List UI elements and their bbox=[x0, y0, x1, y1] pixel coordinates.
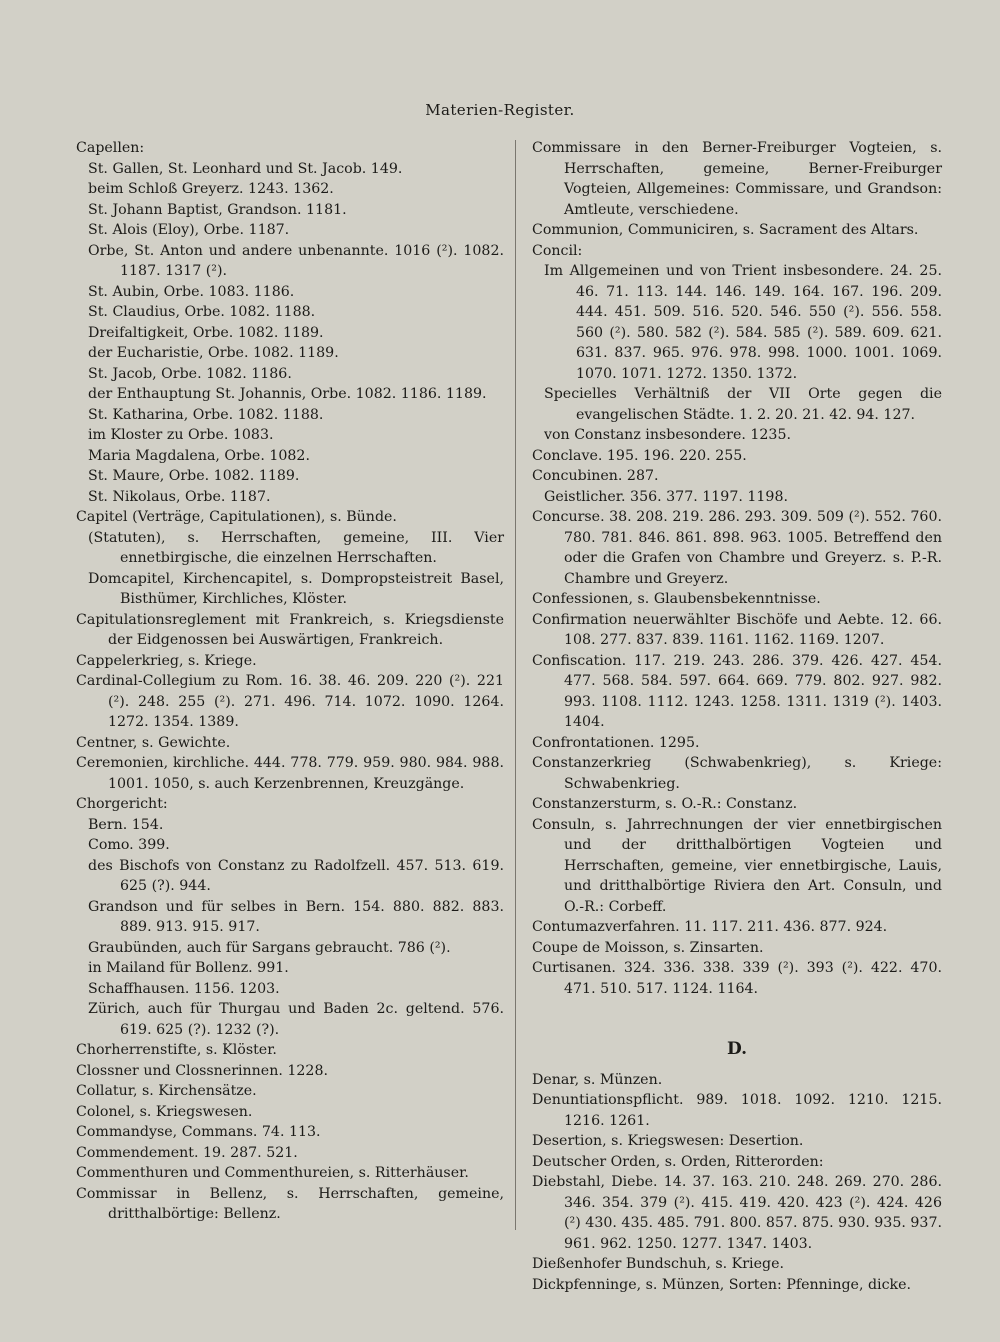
index-entry: Confirmation neuerwählter Bischöfe und Aebte. 12. 66. 108. 277. 837. 839. 1161. 1162. 1169. 1207. bbox=[532, 611, 942, 648]
index-subentry: St. Gallen, St. Leonhard und St. Jacob. 149. bbox=[88, 160, 403, 177]
index-entry: Constanzersturm, s. O.-R.: Constanz. bbox=[532, 796, 798, 812]
index-entry: Desertion, s. Kriegswesen: Desertion. bbox=[532, 1133, 804, 1149]
index-entry: Coupe de Moisson, s. Zinsarten. bbox=[532, 939, 764, 956]
running-head: Materien-Register. bbox=[425, 101, 575, 119]
column-divider bbox=[515, 140, 516, 1230]
index-entry: Colonel, s. Kriegswesen. bbox=[76, 1103, 253, 1120]
index-subentry: Geistlicher. 356. 377. 1197. 1198. bbox=[544, 488, 788, 505]
index-subentry: St. Jacob, Orbe. 1082. 1186. bbox=[88, 365, 292, 382]
index-entry: Commissar in Bellenz, s. Herrschaften, gemeine, dritthalbörtige: Bellenz. bbox=[76, 1185, 504, 1222]
index-entry: Confessionen, s. Glaubensbekenntnisse. bbox=[532, 591, 821, 607]
index-subentry: St. Claudius, Orbe. 1082. 1188. bbox=[88, 304, 316, 320]
index-subentry: Zürich, auch für Thurgau und Baden 2c. geltend. 576. 619. 625 (?). 1232 (?). bbox=[88, 1001, 504, 1038]
left-column bbox=[76, 138, 504, 1225]
index-entry: Cardinal-Collegium zu Rom. 16. 38. 46. 209. 220 (²). 221 (²). 248. 255 (²). 271. 496. 714. 1072. 1090. 1264. 1272. 1354. 1389. bbox=[76, 673, 504, 730]
index-subentry: St. Alois (Eloy), Orbe. 1187. bbox=[88, 222, 290, 238]
index-subentry: beim Schloß Greyerz. 1243. 1362. bbox=[88, 181, 334, 197]
index-entry: Curtisanen. 324. 336. 338. 339 (²). 393 (²). 422. 470. 471. 510. 517. 1124. 1164. bbox=[532, 960, 942, 997]
index-subentry: in Mailand für Bollenz. 991. bbox=[88, 960, 289, 976]
index-entry: Denar, s. Münzen. bbox=[532, 1071, 663, 1088]
index-entry: Centner, s. Gewichte. bbox=[76, 734, 231, 751]
index-entry: Capitulationsreglement mit Frankreich, s. Kriegsdienste der Eidgenossen bei Auswärtigen, Frankreich. bbox=[76, 611, 504, 648]
index-entry: Commendement. 19. 287. 521. bbox=[76, 1144, 298, 1161]
index-entry: Confiscation. 117. 219. 243. 286. 379. 426. 427. 454. 477. 568. 584. 597. 664. 669. 779. 802. 927. 982. 993. 1108. 1112. 1243. 1258. 1311. 1319 (²). 1403. 1404. bbox=[532, 652, 942, 730]
index-entry: Constanzerkrieg (Schwabenkrieg), s. Kriege: Schwabenkrieg. bbox=[532, 755, 942, 792]
left-entry-list bbox=[76, 138, 504, 1225]
index-subentry: St. Aubin, Orbe. 1083. 1186. bbox=[88, 283, 295, 300]
index-entry: Chorgericht: bbox=[76, 796, 168, 812]
index-entry: Chorherrenstifte, s. Klöster. bbox=[76, 1042, 277, 1058]
index-entry: Conclave. 195. 196. 220. 255. bbox=[532, 447, 747, 464]
index-subentry: der Enthauptung St. Johannis, Orbe. 1082. 1186. 1189. bbox=[88, 386, 487, 402]
index-entry: Diebstahl, Diebe. 14. 37. 163. 210. 248. 269. 270. 286. 346. 354. 379 (²). 415. 419. 420. 423 (²). 424. 426 (²) 430. 435. 485. 791. 800. 857. 875. 930. 935. 937. 961. 962. 1250. 1277. 1347. 1403. bbox=[532, 1174, 942, 1252]
index-entry: Capitel (Verträge, Capitulationen), s. Bünde. bbox=[76, 509, 397, 525]
index-entry: Dickpfenninge, s. Münzen, Sorten: Pfenninge, dicke. bbox=[532, 1276, 912, 1293]
index-subentry: Schaffhausen. 1156. 1203. bbox=[88, 980, 280, 997]
index-subentry: Domcapitel, Kirchencapitel, s. Dompropsteistreit Basel, Bisthümer, Kirchliches, Klöster. bbox=[88, 570, 504, 607]
index-subentry: von Constanz insbesondere. 1235. bbox=[544, 427, 791, 443]
index-subentry: Grandson und für selbes in Bern. 154. 880. 882. 883. 889. 913. 915. 917. bbox=[88, 898, 504, 935]
index-entry: Collatur, s. Kirchensätze. bbox=[76, 1083, 257, 1099]
index-entry: Commissare in den Berner-Freiburger Vogteien, s. Herrschaften, gemeine, Berner-Freiburger Vogteien, Allgemeines: Commissare, und Grandson: Amtleute, verschiedene. bbox=[532, 140, 942, 218]
section-letter-d: D. bbox=[726, 1039, 748, 1059]
index-subentry: St. Maure, Orbe. 1082. 1189. bbox=[88, 468, 300, 484]
index-subentry: der Eucharistie, Orbe. 1082. 1189. bbox=[88, 345, 339, 361]
right-column bbox=[532, 138, 942, 1295]
index-subentry: Maria Magdalena, Orbe. 1082. bbox=[88, 447, 310, 464]
index-entry: Concurse. 38. 208. 219. 286. 293. 309. 509 (²). 552. 760. 780. 781. 846. 861. 898. 963. 1005. Betreffend den oder die Grafen von Chambre und Greyerz. s. P.-R. Chambre und Greyerz. bbox=[532, 509, 942, 587]
index-entry: Dießenhofer Bundschuh, s. Kriege. bbox=[532, 1256, 784, 1272]
index-subentry: Im Allgemeinen und von Trient insbesondere. 24. 25. 46. 71. 113. 144. 146. 149. 164. 167. 196. 209. 444. 451. 509. 516. 520. 546. 550 (²). 556. 558. 560 (²). 580. 582 (²). 584. 585 (²). 589. 609. 621. 631. 837. 965. 976. 978. 998. 1000. 1001. 1069. 1070. 1071. 1272. 1350. 1372. bbox=[544, 263, 942, 382]
index-subentry: Bern. 154. bbox=[88, 816, 164, 833]
index-entry: Contumazverfahren. 11. 117. 211. 436. 877. 924. bbox=[532, 919, 888, 935]
index-entry: Commenthuren und Commenthureien, s. Ritterhäuser. bbox=[76, 1165, 469, 1181]
index-subentry: im Kloster zu Orbe. 1083. bbox=[88, 427, 274, 443]
d-entry-list bbox=[532, 1070, 942, 1296]
index-subentry: Specielles Verhältniß der VII Orte gegen die evangelischen Städte. 1. 2. 20. 21. 42. 94. 127. bbox=[544, 386, 942, 423]
index-entry: Clossner und Clossnerinnen. 1228. bbox=[76, 1062, 328, 1079]
index-subentry: St. Nikolaus, Orbe. 1187. bbox=[88, 488, 271, 505]
right-entry-list bbox=[532, 138, 942, 999]
index-subentry: Como. 399. bbox=[88, 837, 170, 853]
index-subentry: Graubünden, auch für Sargans gebraucht. 786 (²). bbox=[88, 939, 451, 956]
index-entry: Denuntiationspflicht. 989. 1018. 1092. 1210. 1215. 1216. 1261. bbox=[532, 1092, 942, 1129]
index-entry: Ceremonien, kirchliche. 444. 778. 779. 959. 980. 984. 988. 1001. 1050, s. auch Kerzenbrennen, Kreuzgänge. bbox=[76, 755, 504, 792]
index-entry: Consuln, s. Jahrrechnungen der vier ennetbirgischen und der dritthalbörtigen Vogteien und Herrschaften, gemeine, vier ennetbirgische, Lauis, und dritthalbörtige Riviera den Art. Consuln, und O.-R.: Corbeff. bbox=[532, 816, 942, 915]
index-subentry: Dreifaltigkeit, Orbe. 1082. 1189. bbox=[88, 324, 324, 341]
index-entry: Deutscher Orden, s. Orden, Ritterorden: bbox=[532, 1153, 824, 1170]
index-subentry: St. Katharina, Orbe. 1082. 1188. bbox=[88, 406, 324, 423]
index-entry: Communion, Communiciren, s. Sacrament des Altars. bbox=[532, 222, 919, 238]
index-subentry: St. Johann Baptist, Grandson. 1181. bbox=[88, 201, 347, 218]
index-entry: Commandyse, Commans. 74. 113. bbox=[76, 1124, 321, 1140]
index-entry: Capellen: bbox=[76, 140, 145, 156]
index-entry: Concubinen. 287. bbox=[532, 468, 659, 484]
index-entry: Concil: bbox=[532, 242, 583, 259]
index-subentry: des Bischofs von Constanz zu Radolfzell. 457. 513. 619. 625 (?). 944. bbox=[88, 857, 504, 894]
index-entry: Confrontationen. 1295. bbox=[532, 734, 700, 751]
index-subentry: (Statuten), s. Herrschaften, gemeine, III. Vier ennetbirgische, die einzelnen Herrschaften. bbox=[88, 529, 504, 566]
index-entry: Cappelerkrieg, s. Kriege. bbox=[76, 652, 257, 669]
index-subentry: Orbe, St. Anton und andere unbenannte. 1016 (²). 1082. 1187. 1317 (²). bbox=[88, 242, 504, 279]
